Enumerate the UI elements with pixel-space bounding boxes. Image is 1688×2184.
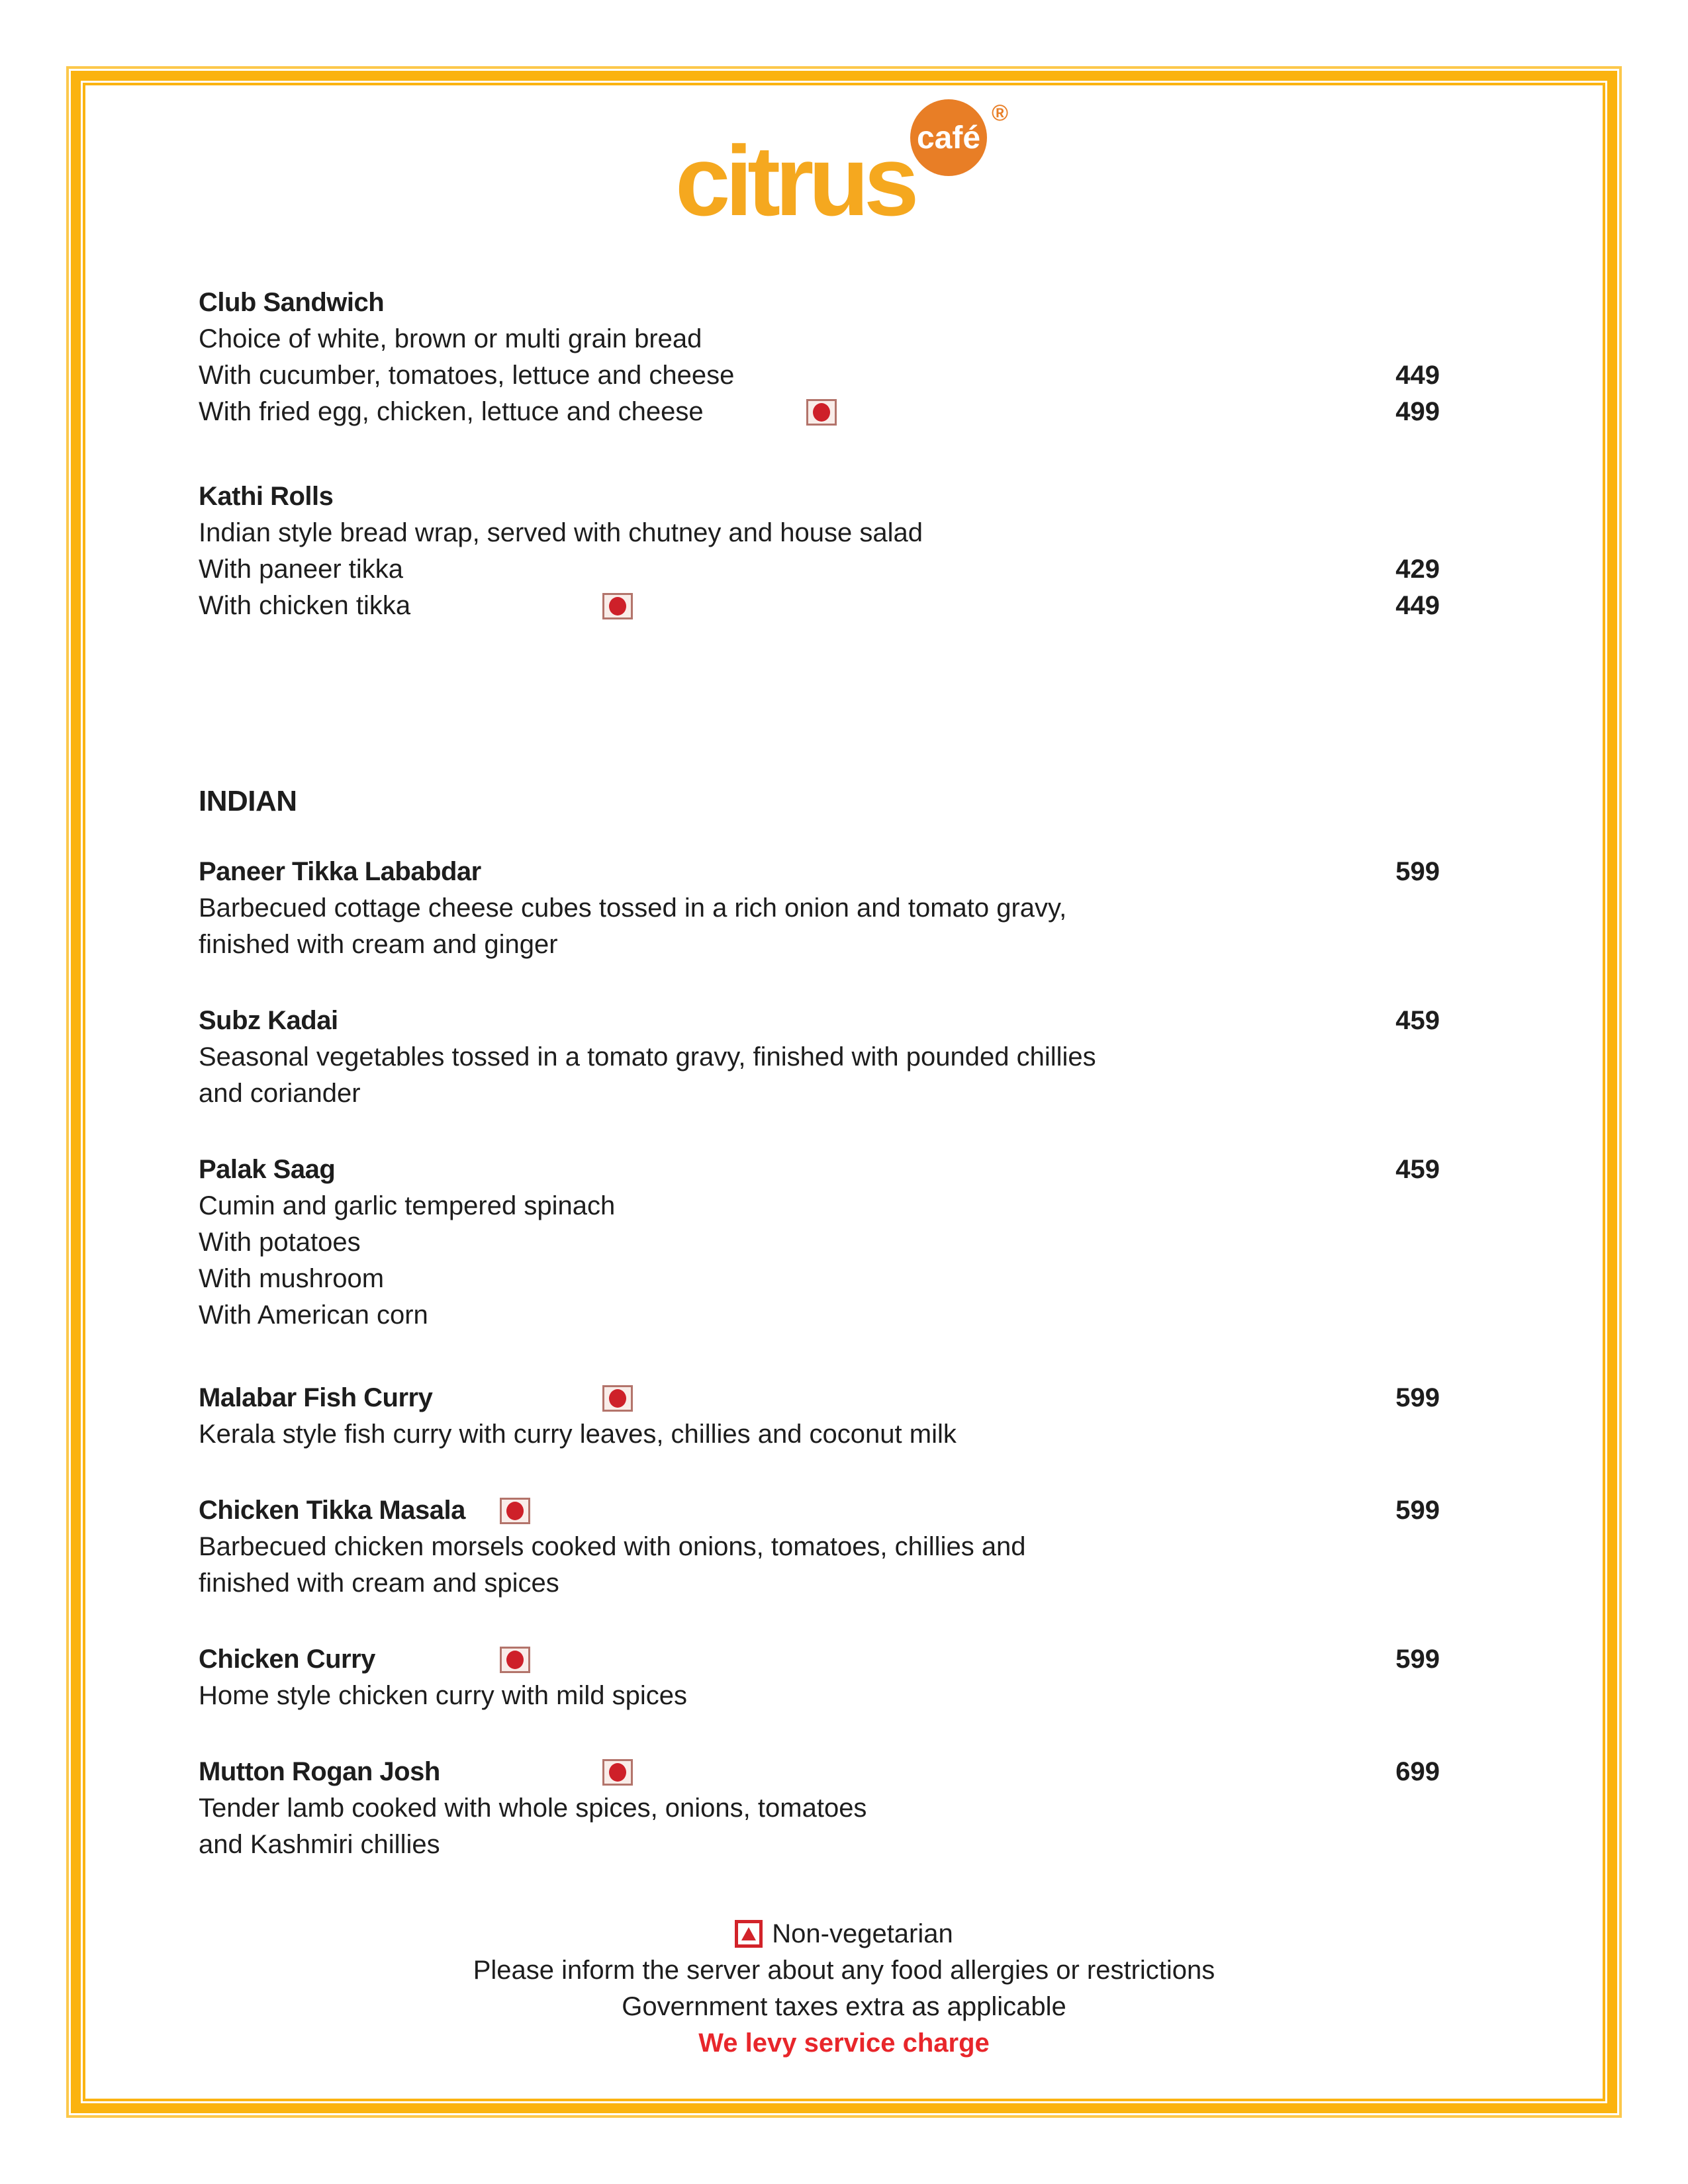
menu-item-subz-kadai [199, 1003, 1440, 1112]
item-name-row [199, 1152, 1440, 1188]
item-name: Subz Kadai [199, 1006, 338, 1035]
item-price: 449 [1395, 591, 1440, 620]
item-name-row [199, 854, 1440, 890]
non-veg-icon [500, 1647, 530, 1673]
item-price: 599 [1395, 1383, 1440, 1412]
menu-content [199, 285, 1440, 1863]
item-price: 699 [1395, 1757, 1440, 1786]
item-description: Choice of white, brown or multi grain bread [199, 324, 702, 353]
item-variant [199, 551, 1440, 588]
item-description: With American corn [199, 1300, 428, 1330]
item-description: Barbecued chicken morsels cooked with onions, tomatoes, chillies and [199, 1532, 1026, 1561]
item-description: With mushroom [199, 1264, 385, 1293]
item-price: 459 [1395, 1006, 1440, 1035]
item-name: Palak Saag [199, 1155, 336, 1184]
item-price: 449 [1395, 361, 1440, 390]
item-name: Chicken Curry [199, 1645, 375, 1674]
variant-text: With chicken tikka [199, 591, 411, 620]
item-price: 599 [1395, 1496, 1440, 1525]
menu-footer [0, 1916, 1688, 2062]
allergy-note: Please inform the server about any food allergies or restrictions [473, 1956, 1215, 1985]
menu-item-mutton-rogan-josh [199, 1754, 1440, 1863]
variant-text: With fried egg, chicken, lettuce and cheese [199, 397, 704, 426]
item-name-row [199, 285, 1440, 321]
item-description: finished with cream and ginger [199, 930, 558, 959]
item-description: With potatoes [199, 1228, 361, 1257]
item-name-row [199, 1492, 1440, 1529]
menu-item-kathi-rolls [199, 478, 1440, 624]
item-price: 599 [1395, 857, 1440, 886]
item-name-row [199, 1003, 1440, 1039]
item-name: Mutton Rogan Josh [199, 1757, 440, 1786]
non-veg-icon [602, 1759, 633, 1786]
item-price: 599 [1395, 1645, 1440, 1674]
registered-mark: ® [992, 101, 1009, 126]
nonveg-legend [0, 1916, 1688, 1952]
variant-text: With paneer tikka [199, 555, 404, 584]
item-description: and coriander [199, 1079, 361, 1108]
item-name-row [199, 1380, 1440, 1416]
item-price: 499 [1395, 397, 1440, 426]
tax-note: Government taxes extra as applicable [622, 1992, 1066, 2021]
item-name: Kathi Rolls [199, 482, 334, 511]
non-veg-icon [500, 1498, 530, 1524]
menu-item-chicken-curry [199, 1641, 1440, 1714]
item-description: Kerala style fish curry with curry leaves, chillies and coconut milk [199, 1420, 957, 1449]
item-description: Cumin and garlic tempered spinach [199, 1191, 616, 1220]
menu-item-paneer-tikka-lababdar [199, 854, 1440, 963]
item-description: Barbecued cottage cheese cubes tossed in a rich onion and tomato gravy, [199, 893, 1067, 923]
item-price: 429 [1395, 555, 1440, 584]
cafe-badge-label: café [916, 120, 981, 156]
menu-item-chicken-tikka-masala [199, 1492, 1440, 1602]
item-price: 459 [1395, 1155, 1440, 1184]
brand-logo [675, 93, 1033, 238]
item-name-row [199, 478, 1440, 515]
non-veg-icon [602, 1385, 633, 1412]
item-variant [199, 394, 1440, 430]
item-description: Indian style bread wrap, served with chutney and house salad [199, 518, 923, 547]
non-veg-icon [602, 593, 633, 619]
item-name-row [199, 1754, 1440, 1790]
service-charge-note: We levy service charge [698, 2028, 990, 2058]
item-name: Malabar Fish Curry [199, 1383, 433, 1412]
item-variant [199, 588, 1440, 624]
item-name: Paneer Tikka Lababdar [199, 857, 481, 886]
item-name: Club Sandwich [199, 288, 385, 317]
logo-word: citrus [675, 125, 914, 236]
menu-item-palak-saag [199, 1152, 1440, 1334]
item-name: Chicken Tikka Masala [199, 1496, 465, 1525]
item-name-row [199, 1641, 1440, 1678]
cafe-badge [910, 99, 987, 176]
item-description: Seasonal vegetables tossed in a tomato gravy, finished with pounded chillies [199, 1042, 1096, 1071]
non-veg-icon [806, 399, 837, 426]
item-variant [199, 357, 1440, 394]
item-description: Home style chicken curry with mild spices [199, 1681, 687, 1710]
menu-item-malabar-fish-curry [199, 1380, 1440, 1453]
legend-label: Non-vegetarian [772, 1919, 953, 1948]
section-heading-indian: INDIAN [199, 785, 297, 817]
item-description: and Kashmiri chillies [199, 1830, 440, 1859]
item-description: finished with cream and spices [199, 1569, 559, 1598]
menu-item-club-sandwich [199, 285, 1440, 430]
variant-text: With cucumber, tomatoes, lettuce and cheese [199, 361, 735, 390]
item-description: Tender lamb cooked with whole spices, onions, tomatoes [199, 1794, 867, 1823]
non-veg-legend-icon [735, 1920, 763, 1948]
